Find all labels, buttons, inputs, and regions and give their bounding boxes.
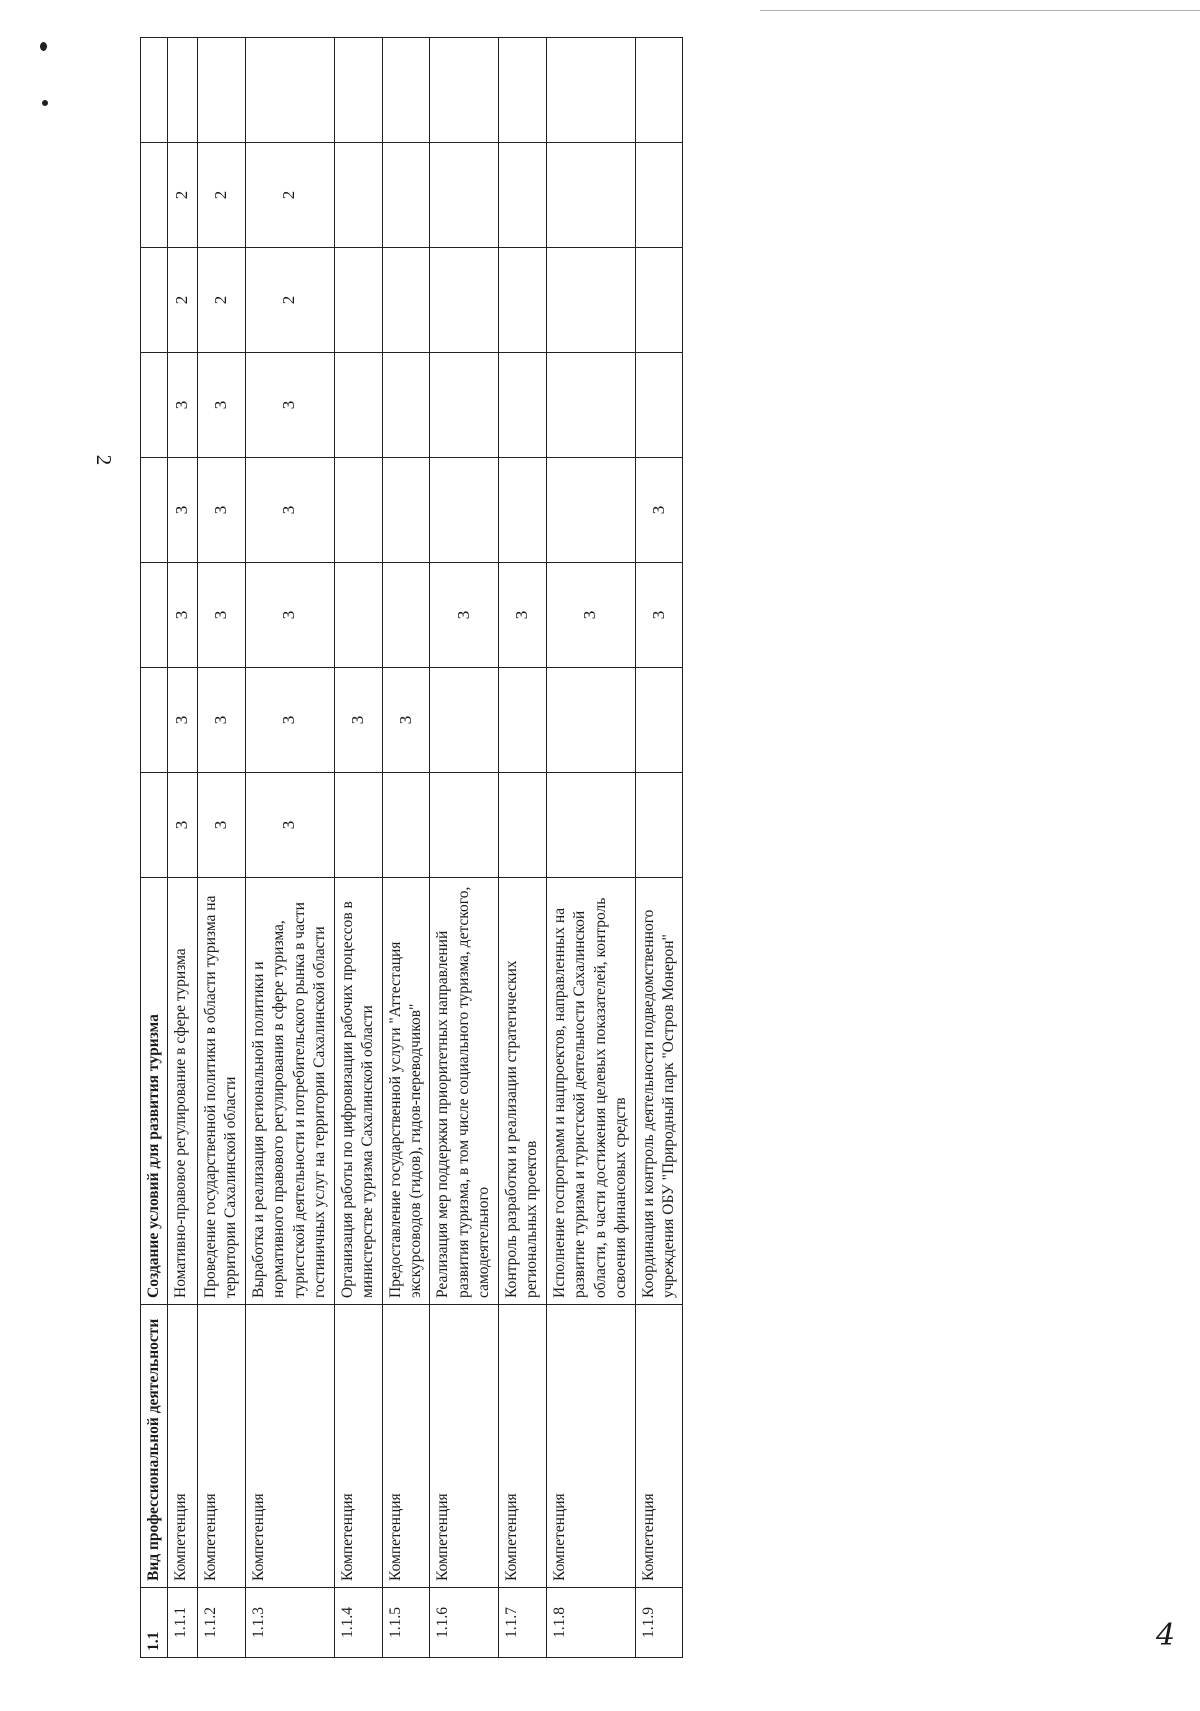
- header-activity-type: Вид профессиональной деятельности: [141, 1305, 168, 1588]
- table-row: [430, 38, 498, 1658]
- row-level-value: 3: [168, 353, 197, 458]
- row-level-value: 3: [546, 563, 635, 668]
- row-level-value: 3: [382, 668, 430, 773]
- row-level-value: [197, 38, 245, 143]
- row-number: 1.1.6: [430, 1588, 498, 1658]
- row-activity-type: Компетенция: [498, 1305, 546, 1588]
- row-number: 1.1.7: [498, 1588, 546, 1658]
- row-level-value: [382, 773, 430, 878]
- row-activity-type: Компетенция: [245, 1305, 334, 1588]
- row-description: Координация и контроль деятельности подведомственного учреждения ОБУ "Природный парк "Остров Монерон": [635, 878, 683, 1305]
- row-level-value: [546, 38, 635, 143]
- row-description: Контроль разработки и реализации стратегических региональных проектов: [498, 878, 546, 1305]
- row-description: Номативно-правовое регулирование в сфере туризма: [168, 878, 197, 1305]
- competency-table: [140, 37, 683, 1658]
- row-level-value: [430, 773, 498, 878]
- row-level-value: 2: [168, 248, 197, 353]
- row-level-value: [498, 248, 546, 353]
- row-level-value: 3: [197, 353, 245, 458]
- row-description: Организация работы по цифровизации рабочих процессов в министерстве туризма Сахалинской области: [334, 878, 382, 1305]
- row-activity-type: Компетенция: [546, 1305, 635, 1588]
- row-level-value: [635, 353, 683, 458]
- row-activity-type: Компетенция: [430, 1305, 498, 1588]
- row-level-value: [546, 458, 635, 563]
- row-description: Проведение государственной политики в области туризма на территории Сахалинской области: [197, 878, 245, 1305]
- row-level-value: 3: [430, 563, 498, 668]
- row-activity-type: Компетенция: [334, 1305, 382, 1588]
- row-level-value: 3: [245, 773, 334, 878]
- row-number: 1.1.1: [168, 1588, 197, 1658]
- row-activity-type: Компетенция: [382, 1305, 430, 1588]
- header-level-cell: [141, 563, 168, 668]
- row-level-value: [635, 38, 683, 143]
- row-activity-type: Компетенция: [168, 1305, 197, 1588]
- row-level-value: [334, 38, 382, 143]
- header-level-cell: [141, 353, 168, 458]
- row-level-value: 3: [168, 563, 197, 668]
- row-number: 1.1.3: [245, 1588, 334, 1658]
- row-level-value: [546, 248, 635, 353]
- row-level-value: [334, 563, 382, 668]
- header-section-number: 1.1: [141, 1588, 168, 1658]
- row-level-value: 3: [197, 668, 245, 773]
- row-level-value: 2: [245, 143, 334, 248]
- row-level-value: 2: [245, 248, 334, 353]
- row-level-value: 3: [168, 773, 197, 878]
- row-level-value: 3: [245, 353, 334, 458]
- scan-speck: [42, 100, 48, 106]
- row-level-value: [635, 143, 683, 248]
- row-level-value: [546, 668, 635, 773]
- row-level-value: 3: [635, 458, 683, 563]
- row-level-value: [430, 458, 498, 563]
- row-number: 1.1.8: [546, 1588, 635, 1658]
- row-level-value: [334, 248, 382, 353]
- row-level-value: [382, 353, 430, 458]
- row-level-value: [245, 38, 334, 143]
- row-level-value: 3: [197, 563, 245, 668]
- row-level-value: [334, 143, 382, 248]
- row-level-value: 3: [635, 563, 683, 668]
- row-level-value: 3: [245, 458, 334, 563]
- row-level-value: [382, 248, 430, 353]
- row-number: 1.1.9: [635, 1588, 683, 1658]
- table-row: [498, 38, 546, 1658]
- row-number: 1.1.5: [382, 1588, 430, 1658]
- row-level-value: 3: [197, 458, 245, 563]
- table-header-row: [141, 38, 168, 1658]
- row-level-value: [430, 353, 498, 458]
- row-description: Выработка и реализация региональной политики и нормативного правового регулирования в сфере туризма, туристской деятельности и потребительского рынка в части гостиничных услуг на территории Сахалинской области: [245, 878, 334, 1305]
- row-level-value: [382, 458, 430, 563]
- row-description: Предоставление государственной услуги "Аттестация экскурсоводов (гидов), гидов-переводчиков": [382, 878, 430, 1305]
- row-level-value: 3: [168, 458, 197, 563]
- row-level-value: 2: [197, 248, 245, 353]
- row-level-value: [334, 773, 382, 878]
- header-level-cell: [141, 248, 168, 353]
- row-activity-type: Компетенция: [197, 1305, 245, 1588]
- row-level-value: [430, 248, 498, 353]
- table-row: [168, 38, 197, 1658]
- row-description: Реализация мер поддержки приоритетных направлений развития туризма, в том числе социального туризма, детского, самодеятельного: [430, 878, 498, 1305]
- row-level-value: 2: [168, 143, 197, 248]
- row-level-value: [382, 38, 430, 143]
- row-level-value: [546, 143, 635, 248]
- scan-speck: [40, 42, 47, 51]
- row-level-value: [430, 38, 498, 143]
- header-level-cell: [141, 143, 168, 248]
- scan-edge-line: [760, 10, 1200, 11]
- row-level-value: [382, 143, 430, 248]
- row-level-value: [635, 668, 683, 773]
- row-number: 1.1.4: [334, 1588, 382, 1658]
- header-level-cell: [141, 38, 168, 143]
- row-number: 1.1.2: [197, 1588, 245, 1658]
- row-level-value: [430, 143, 498, 248]
- row-level-value: 3: [197, 773, 245, 878]
- table-row: [382, 38, 430, 1658]
- row-level-value: [334, 458, 382, 563]
- row-level-value: [498, 353, 546, 458]
- header-level-cell: [141, 668, 168, 773]
- row-activity-type: Компетенция: [635, 1305, 683, 1588]
- table-row: [635, 38, 683, 1658]
- row-level-value: [334, 353, 382, 458]
- row-level-value: [635, 248, 683, 353]
- row-level-value: [498, 773, 546, 878]
- row-level-value: [382, 563, 430, 668]
- row-level-value: [635, 773, 683, 878]
- handwritten-mark: 4: [1156, 1618, 1176, 1653]
- row-level-value: [498, 143, 546, 248]
- table-row: [245, 38, 334, 1658]
- row-level-value: [498, 668, 546, 773]
- row-level-value: [546, 353, 635, 458]
- row-level-value: 3: [245, 563, 334, 668]
- row-level-value: [546, 773, 635, 878]
- row-level-value: [168, 38, 197, 143]
- table-row: [197, 38, 245, 1658]
- row-level-value: [498, 458, 546, 563]
- header-description: Создание условий для развития туризма: [141, 878, 168, 1305]
- header-level-cell: [141, 458, 168, 563]
- table-row: [546, 38, 635, 1658]
- header-level-cell: [141, 773, 168, 878]
- row-level-value: [430, 668, 498, 773]
- table-row: [334, 38, 382, 1658]
- row-description: Исполнение госпрограмм и нацпроектов, направленных на развитие туризма и туристской деятельности Сахалинской области, в части достижения целевых показателей, контроль освоения финансовых средств: [546, 878, 635, 1305]
- row-level-value: 3: [498, 563, 546, 668]
- row-level-value: 3: [334, 668, 382, 773]
- row-level-value: 3: [245, 668, 334, 773]
- row-level-value: 3: [168, 668, 197, 773]
- competency-table-wrapper: [140, 38, 683, 1658]
- page-number: 2: [92, 454, 116, 466]
- row-level-value: 2: [197, 143, 245, 248]
- row-level-value: [498, 38, 546, 143]
